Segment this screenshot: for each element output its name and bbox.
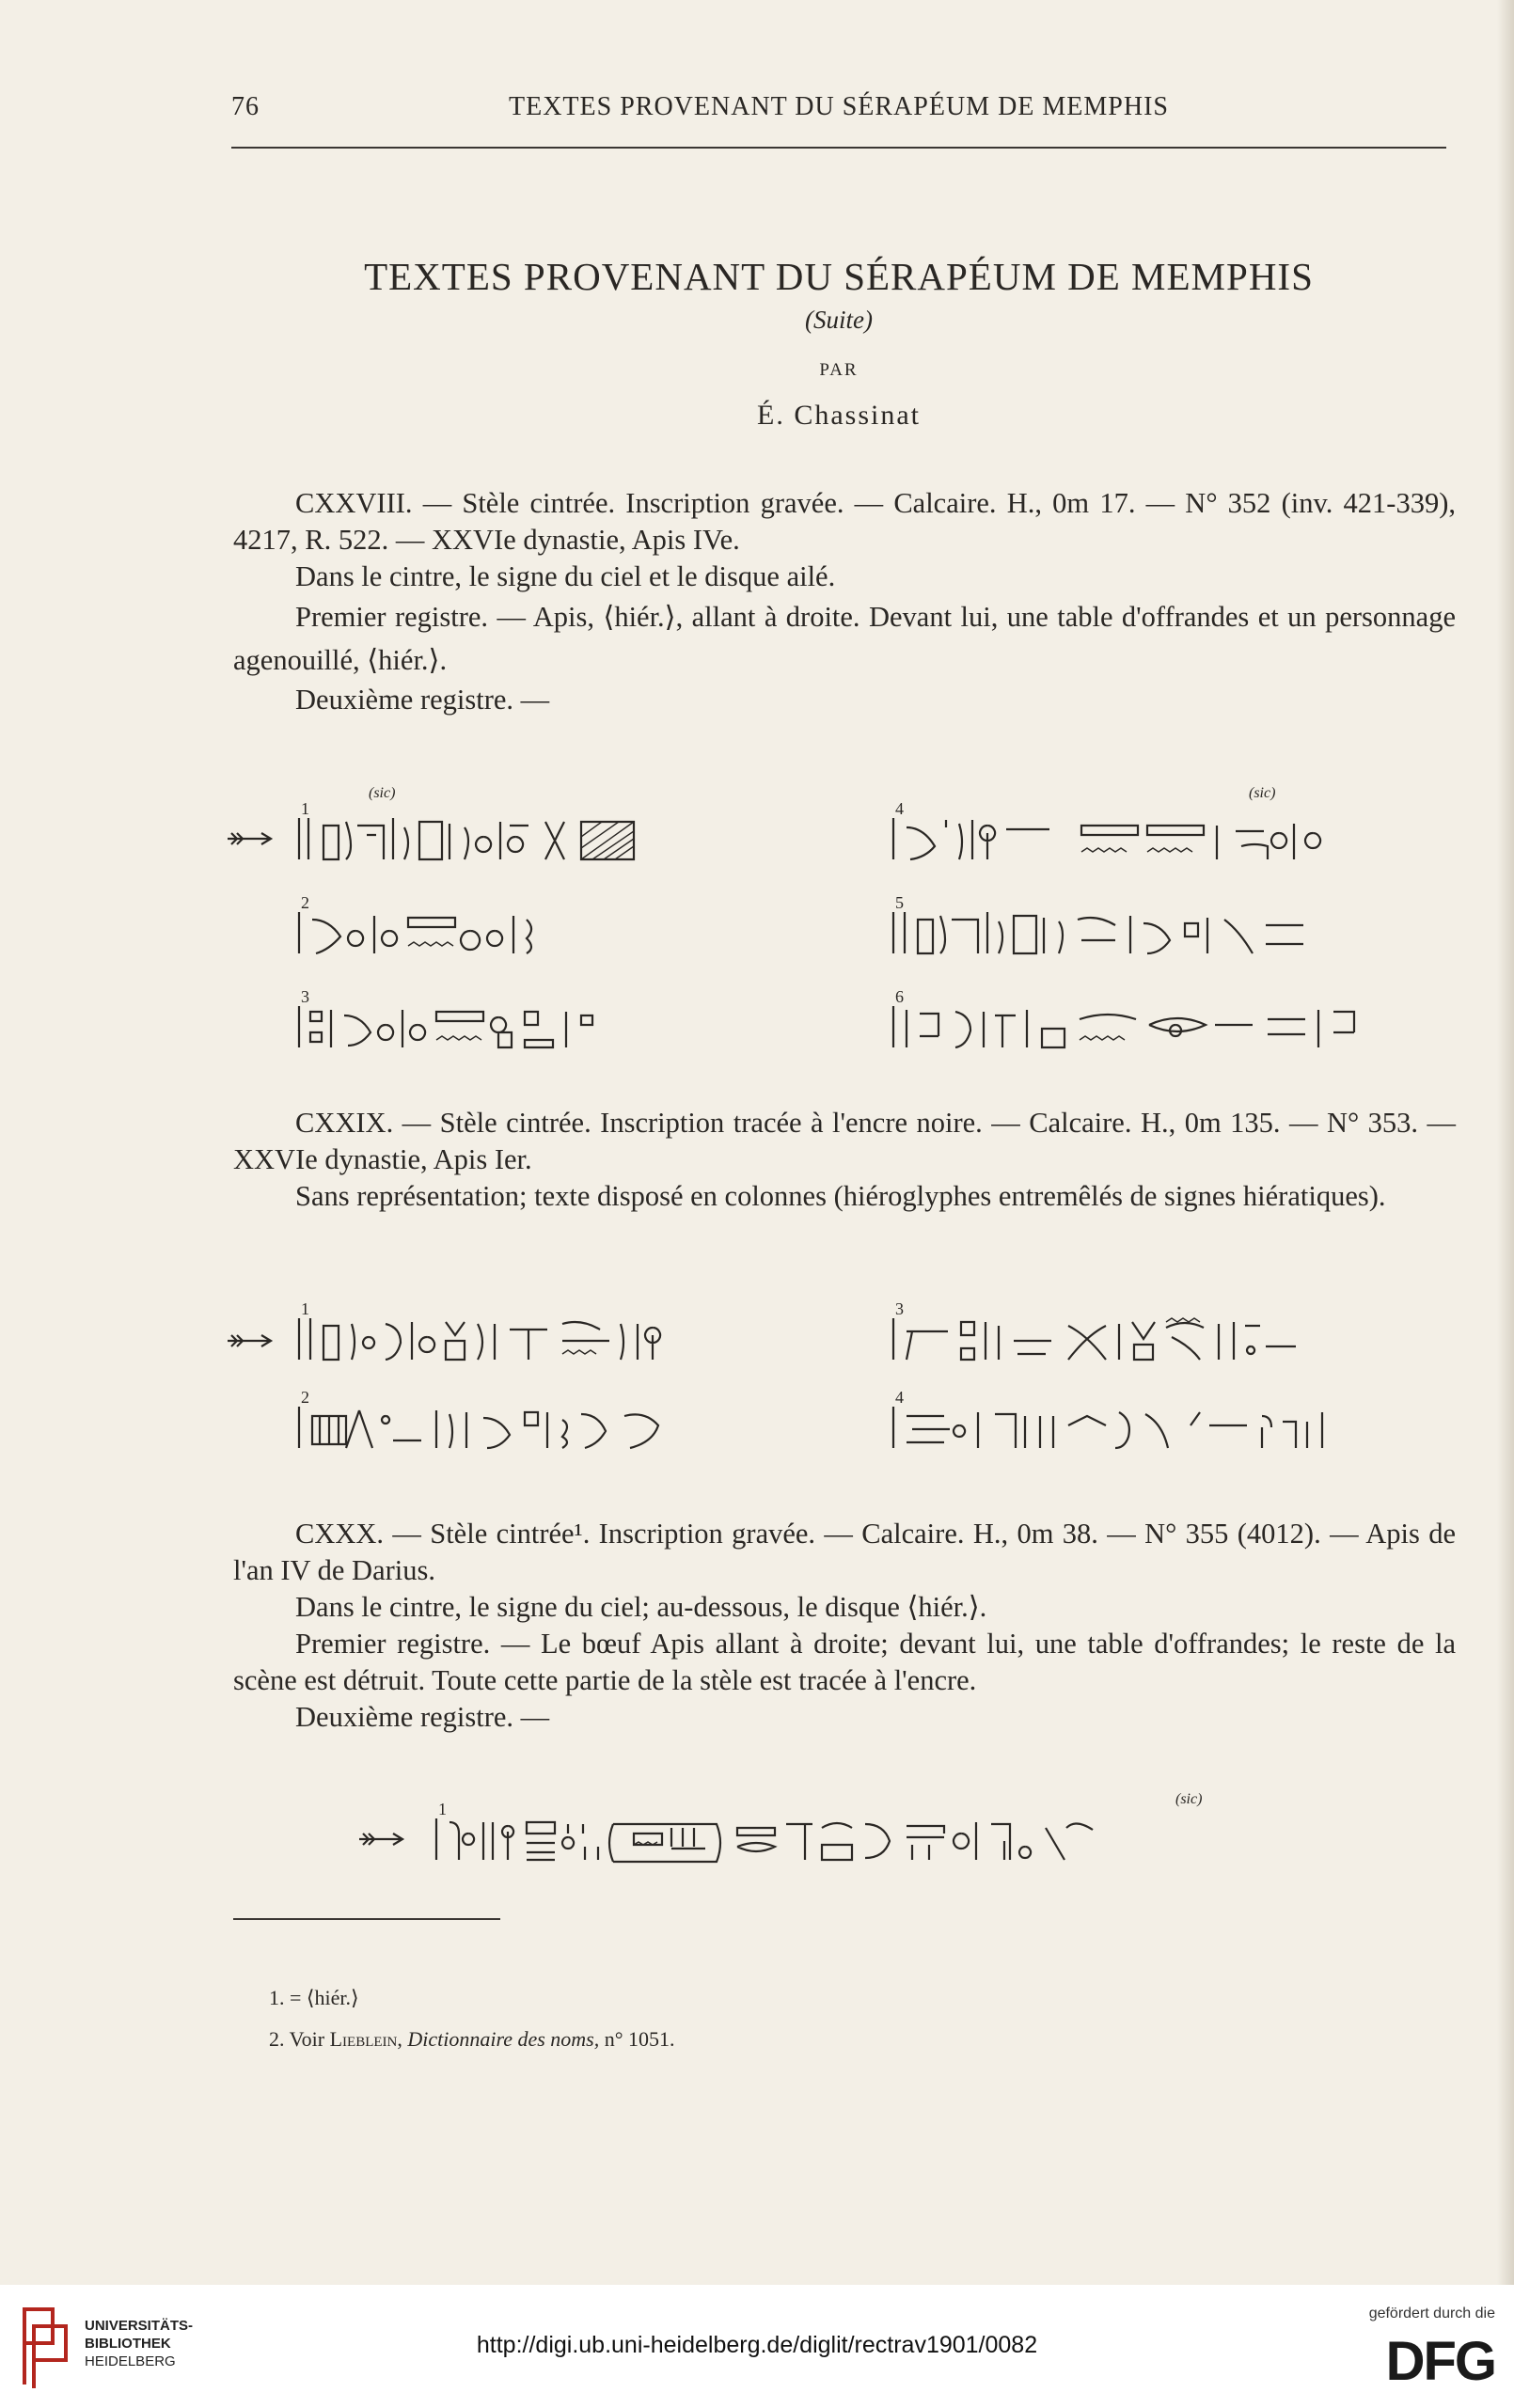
hiero-a-line-2: 2 bbox=[301, 893, 309, 912]
digitization-footer bbox=[0, 2285, 1514, 2408]
section-cxxix bbox=[233, 1105, 1456, 1215]
cxxviii-description: CXXVIII. — Stèle cintrée. Inscription gravée. — Calcaire. H., 0m 17. — N° 352 (inv. 421-339), 4217, R. 522. — XXVIe dynastie, Apis IVe. bbox=[233, 487, 1456, 556]
by-line: PAR bbox=[819, 360, 859, 380]
section-cxxviii bbox=[233, 485, 1456, 718]
header-rule bbox=[231, 147, 1446, 149]
hiero-a-line-1: 1 bbox=[301, 799, 309, 818]
sic-note-2: (sic) bbox=[1249, 785, 1276, 801]
sic-note-cxxx: (sic) bbox=[1175, 1791, 1203, 1807]
hieroglyph-block-cxxx bbox=[357, 1786, 1298, 1881]
author-name: É. Chassinat bbox=[757, 400, 921, 431]
cxxviii-register-1: Premier registre. — Apis, ⟨hiér.⟩, allant à droite. Devant lui, une table d'offrandes et un personnage agenouillé, ⟨hiér.⟩. bbox=[233, 601, 1456, 676]
library-line-1: UNIVERSITÄTS- bbox=[85, 2318, 194, 2334]
page-number: 76 bbox=[231, 92, 260, 121]
cxxviii-cintre: Dans le cintre, le signe du ciel et le disque ailé. bbox=[295, 560, 836, 592]
running-title: TEXTES PROVENANT DU SÉRAPÉUM DE MEMPHIS bbox=[509, 92, 1169, 121]
library-line-2: BIBLIOTHEK bbox=[85, 2336, 171, 2352]
cxxx-description: CXXX. — Stèle cintrée¹. Inscription gravée. — Calcaire. H., 0m 38. — N° 355 (4012). — Apis de l'an IV de Darius. bbox=[233, 1518, 1456, 1586]
article-title: TEXTES PROVENANT DU SÉRAPÉUM DE MEMPHIS bbox=[364, 255, 1314, 298]
hiero-b-line-1: 1 bbox=[301, 1299, 309, 1318]
sic-note-1: (sic) bbox=[369, 785, 396, 801]
sponsor-caption: gefördert durch die bbox=[1368, 2306, 1495, 2321]
footnote-2-author: Lieblein, bbox=[329, 2027, 402, 2051]
footnote-2-title: Dictionnaire des noms, bbox=[407, 2027, 600, 2051]
footnote-2-suffix: n° 1051. bbox=[604, 2027, 675, 2051]
library-line-3: HEIDELBERG bbox=[85, 2353, 176, 2369]
hieroglyph-block-cxxviii bbox=[226, 780, 1467, 1072]
source-url-link[interactable]: http://digi.ub.uni-heidelberg.de/diglit/rectrav1901/0082 bbox=[476, 2332, 1038, 2358]
cxxx-register-2: Deuxième registre. — bbox=[295, 1701, 550, 1733]
running-head bbox=[231, 92, 1446, 130]
cxxx-register-1: Premier registre. — Le bœuf Apis allant à droite; devant lui, une table d'offrandes; le reste de la scène est détruit. Toute cette partie de la stèle est tracée à l'encre. bbox=[233, 1628, 1456, 1696]
hiero-a-line-4: 4 bbox=[895, 799, 904, 818]
cxxix-text-note: Sans représentation; texte disposé en colonnes (hiéroglyphes entremêlés de signes hiératiques). bbox=[295, 1180, 1386, 1212]
footnote-2 bbox=[269, 2023, 675, 2055]
footnote-2-prefix: 2. Voir bbox=[269, 2027, 325, 2051]
hieroglyph-block-cxxix bbox=[226, 1286, 1467, 1474]
cxxix-description: CXXIX. — Stèle cintrée. Inscription tracée à l'encre noire. — Calcaire. H., 0m 135. — N° 353. — XXVIe dynastie, Apis Ier. bbox=[233, 1107, 1456, 1175]
cxxx-cintre: Dans le cintre, le signe du ciel; au-dessous, le disque ⟨hiér.⟩. bbox=[295, 1591, 987, 1623]
footnote-rule bbox=[233, 1918, 500, 1920]
hiero-b-line-2: 2 bbox=[301, 1388, 309, 1407]
footnote-1: 1. = ⟨hiér.⟩ bbox=[269, 1986, 359, 2009]
cxxviii-register-2: Deuxième registre. — bbox=[295, 684, 550, 716]
hiero-a-line-3: 3 bbox=[301, 987, 309, 1006]
page-edge-shadow bbox=[1497, 0, 1514, 2285]
article-subtitle: (Suite) bbox=[805, 306, 873, 334]
hiero-b-line-4: 4 bbox=[895, 1388, 904, 1407]
hiero-a-line-5: 5 bbox=[895, 893, 904, 912]
section-cxxx bbox=[233, 1516, 1456, 1736]
dfg-logo: DFG bbox=[1385, 2331, 1495, 2392]
hiero-a-line-6: 6 bbox=[895, 987, 904, 1006]
hiero-c-line-1: 1 bbox=[438, 1800, 447, 1818]
hiero-b-line-3: 3 bbox=[895, 1299, 904, 1318]
